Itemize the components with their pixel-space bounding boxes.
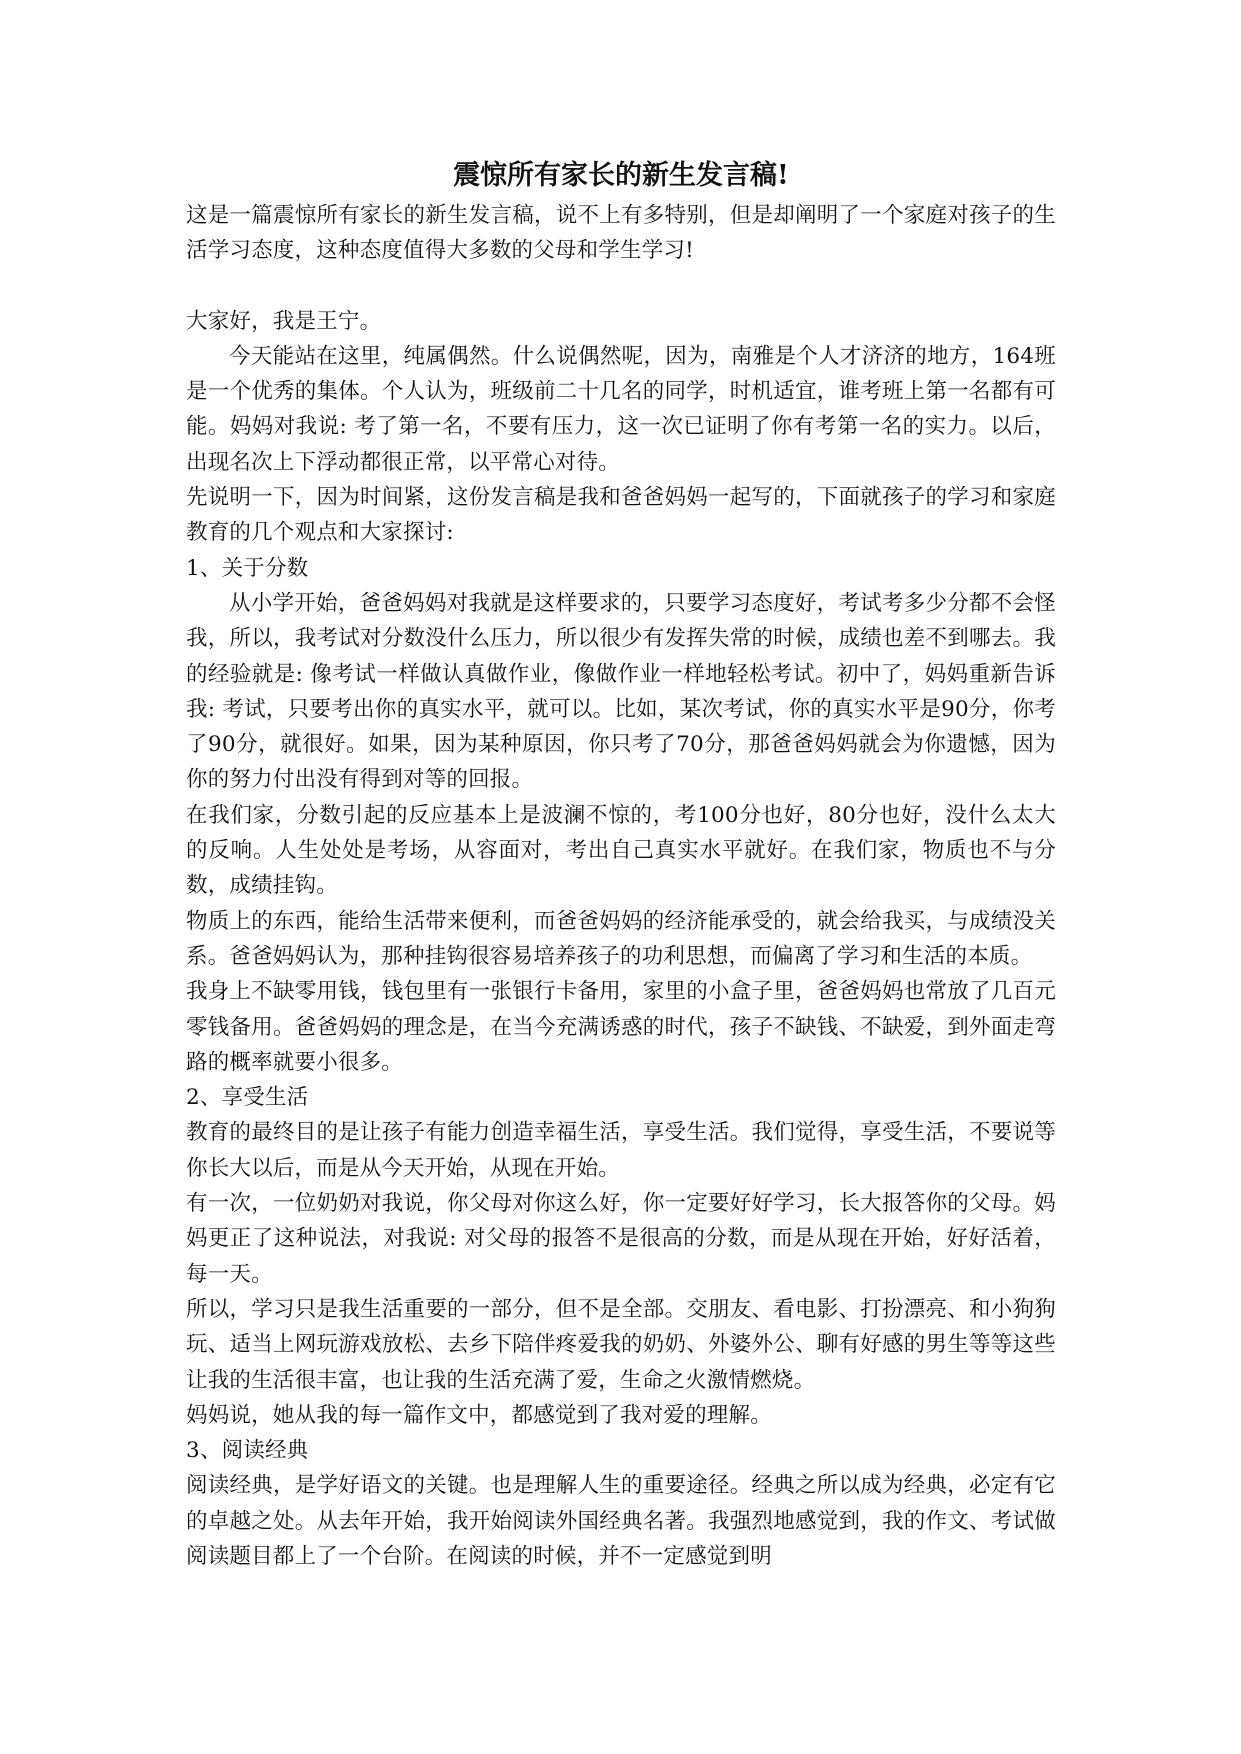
body-paragraph: 这是一篇震惊所有家长的新生发言稿，说不上有多特别，但是却阐明了一个家庭对孩子的生活学习态度，这种态度值得大多数的父母和学生学习! [186,203,1056,264]
body-paragraph: 妈妈说，她从我的每一篇作文中，都感觉到了我对爱的理解。 [186,1402,772,1428]
body-paragraph: 我身上不缺零用钱，钱包里有一张银行卡备用，家里的小盒子里，爸爸妈妈也常放了几百元零钱备用。爸爸妈妈的理念是，在当今充满诱惑的时代，孩子不缺钱、不缺爱，到外面走弯路的概率就要小很多。 [186,979,1056,1075]
body-paragraph: 2、享受生活 [186,1085,309,1111]
body-paragraph: 3、阅读经典 [186,1438,309,1464]
body-paragraph: 从小学开始，爸爸妈妈对我就是这样要求的，只要学习态度好，考试考多少分都不会怪我，所以，我考试对分数没什么压力，所以很少有发挥失常的时候，成绩也差不到哪去。我的经验就是: 像考试一样做认真做作业，像做作业一样地轻松考试。初中了，妈妈重新告诉我: 考试，只要考出你的真实水平，就可以。比如，某次考试，你的真实水平是90分，你考了90分，就很好。如果，因为某种原因，你只考了70分，那爸爸妈妈就会为你遗憾，因为你的努力付出没有得到对等的回报。 [186,590,1056,793]
body-paragraph: 阅读经典，是学好语文的关键。也是理解人生的重要途径。经典之所以成为经典，必定有它的卓越之处。从去年开始，我开始阅读外国经典名著。我强烈地感觉到，我的作文、考试做阅读题目都上了一个台阶。在阅读的时候，并不一定感觉到明 [186,1473,1056,1569]
body-paragraph: 教育的最终目的是让孩子有能力创造幸福生活，享受生活。我们觉得，享受生活，不要说等你长大以后，而是从今天开始，从现在开始。 [186,1120,1056,1181]
document-title: 震惊所有家长的新生发言稿! [453,160,789,191]
document-page [186,150,1056,1574]
body-paragraph: 大家好，我是王宁。 [186,308,382,334]
document-body [186,198,1056,1574]
body-paragraph: 1、关于分数 [186,555,309,581]
body-paragraph: 物质上的东西，能给生活带来便利，而爸爸妈妈的经济能承受的，就会给我买，与成绩没关系。爸爸妈妈认为，那种挂钩很容易培养孩子的功利思想，而偏离了学习和生活的本质。 [186,908,1056,969]
body-paragraph: 今天能站在这里，纯属偶然。什么说偶然呢，因为，南雅是个人才济济的地方，164班是一个优秀的集体。个人认为，班级前二十几名的同学，时机适宜，谁考班上第一名都有可能。妈妈对我说: 考了第一名，不要有压力，这一次已证明了你有考第一名的实力。以后，出现名次上下浮动都很正常，以平常心对待。 [186,343,1056,475]
body-paragraph: 在我们家，分数引起的反应基本上是波澜不惊的，考100分也好，80分也好，没什么太大的反响。人生处处是考场，从容面对，考出自己真实水平就好。在我们家，物质也不与分数，成绩挂钩。 [186,802,1056,899]
body-paragraph: 有一次，一位奶奶对我说，你父母对你这么好，你一定要好好学习，长大报答你的父母。妈妈更正了这种说法，对我说: 对父母的报答不是很高的分数，而是从现在开始，好好活着，每一天。 [186,1191,1056,1287]
body-paragraph: 先说明一下，因为时间紧，这份发言稿是我和爸爸妈妈一起写的，下面就孩子的学习和家庭教育的几个观点和大家探讨: [186,485,1056,546]
body-paragraph: 所以，学习只是我生活重要的一部分，但不是全部。交朋友、看电影、打扮漂亮、和小狗狗玩、适当上网玩游戏放松、去乡下陪伴疼爱我的奶奶、外婆外公、聊有好感的男生等等这些让我的生活很丰富，也让我的生活充满了爱，生命之火激情燃烧。 [186,1296,1056,1393]
blank-line [186,269,1056,304]
